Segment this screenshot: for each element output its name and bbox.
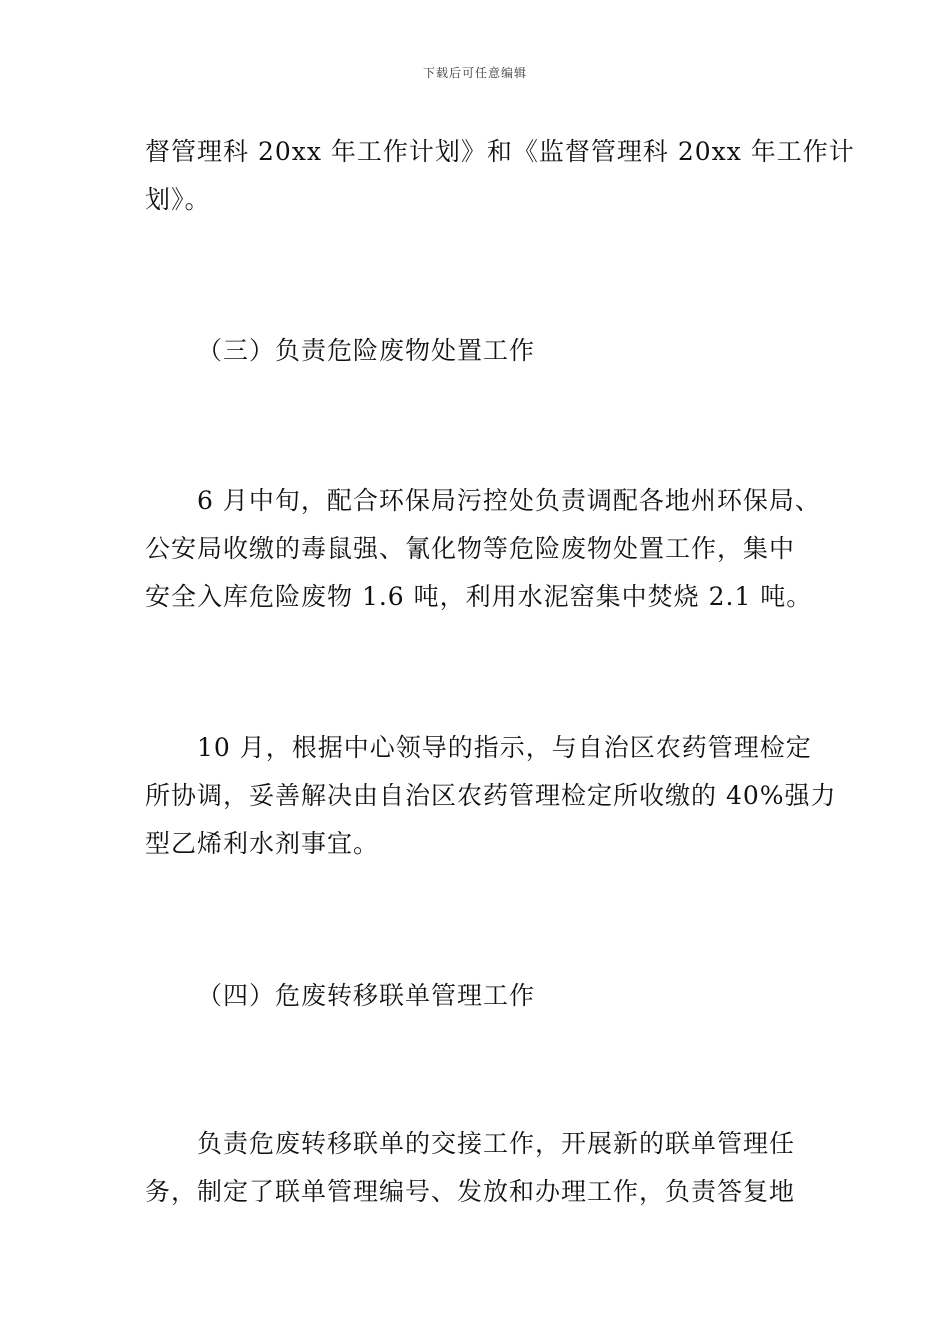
section-heading-text: （四）危废转移联单管理工作: [197, 981, 536, 1010]
text-line: 安全入库危险废物 1.6 吨，利用水泥窑集中焚烧 2.1 吨。: [145, 582, 813, 611]
text-line: 划》。: [145, 185, 211, 214]
paragraph-october-coordination: [145, 724, 837, 868]
paragraph-manifest-management: [145, 1120, 810, 1216]
text-line: 型乙烯利水剂事宜。: [145, 829, 380, 858]
text-line: 所协调，妥善解决由自治区农药管理检定所收缴的 40%强力: [145, 781, 837, 810]
section-heading-hazardous-waste-disposal: [145, 327, 810, 375]
section-heading-text: （三）负责危险废物处置工作: [197, 336, 536, 365]
text-line: 务，制定了联单管理编号、发放和办理工作，负责答复地: [145, 1177, 796, 1206]
text-line: 负责危废转移联单的交接工作，开展新的联单管理任: [197, 1129, 796, 1158]
text-line: 督管理科 20xx 年工作计划》和《监督管理科 20xx 年工作计: [145, 137, 855, 166]
text-line: 10 月，根据中心领导的指示，与自治区农药管理检定: [197, 733, 812, 762]
page-header-note: 下载后可任意编辑: [422, 66, 527, 80]
paragraph-plan-continuation: [145, 128, 855, 224]
text-line: 公安局收缴的毒鼠强、氰化物等危险废物处置工作，集中: [145, 534, 796, 563]
text-line: 6 月中旬，配合环保局污控处负责调配各地州环保局、: [197, 486, 821, 515]
section-heading-transfer-manifest: [145, 972, 810, 1020]
paragraph-june-disposal: [145, 477, 821, 621]
